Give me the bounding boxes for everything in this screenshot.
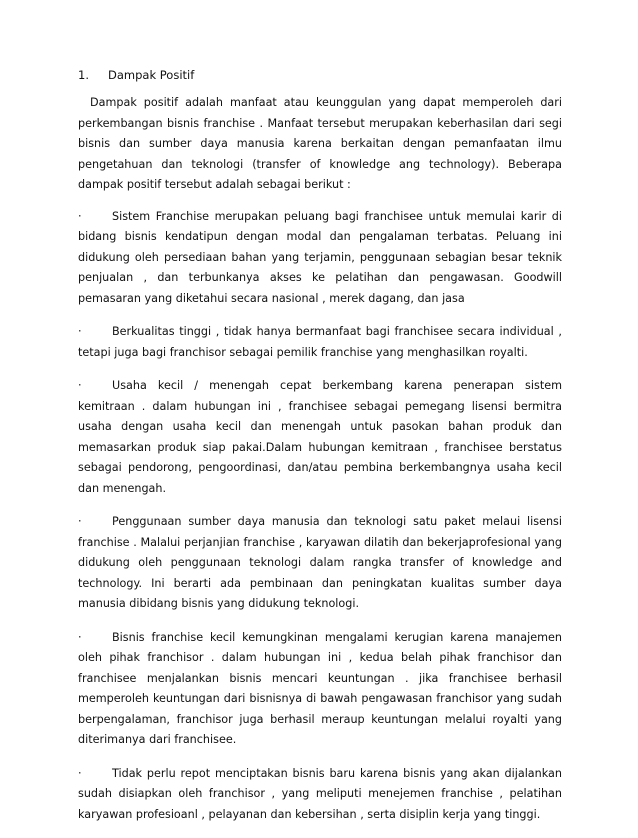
bullet-text: Bisnis franchise kecil kemungkinan mengalami kerugian karena manajemen oleh pihak franchisor . dalam hubungan ini , kedua belah pihak franchisor dan franchisee menjalankan bisnis mencari keuntungan . jika franchisee berhasil memperoleh keuntungan dari bisnisnya di bawah pengawasan franchisor yang sudah berpengalaman, franchisor juga berhasil meraup keuntungan melalui royalti yang diterimanya dari franchisee. [78,630,562,746]
section-title: Dampak Positif [108,68,195,82]
bullet-item [78,322,562,363]
bullet-item [78,376,562,499]
bullet-text: Penggunaan sumber daya manusia dan teknologi satu paket melaui lisensi franchise . Malalui perjanjian franchise , karyawan dilatih dan bekerjaprofesional yang didukung oleh penggunaan teknologi dalam rangka transfer of knowledge and technology. Ini berarti ada pembinaan dan peningkatan kualitas sumber daya manusia dibidang bisnis yang didukung teknologi. [78,515,562,610]
bullet-item [78,764,562,826]
document-page [78,66,562,838]
bullet-dot: · [78,379,82,392]
bullet-item [78,628,562,751]
section-number: 1. [78,68,89,82]
bullet-item [78,512,562,615]
bullet-dot: · [78,325,82,338]
bullet-item [78,207,562,310]
bullet-dot: · [78,209,82,223]
bullet-text: Tidak perlu repot menciptakan bisnis baru karena bisnis yang akan dijalankan sudah disiapkan oleh franchisor , yang meliputi menejemen franchise , pelatihan karyawan profesioanl , pelayanan dan kebersihan , serta disiplin kerja yang tinggi. [78,766,562,821]
bullet-text: Berkualitas tinggi , tidak hanya bermanfaat bagi franchisee secara individual , tetapi juga bagi franchisor sebagai pemilik franchise yang menghasilkan royalti. [78,325,562,359]
bullet-text: Usaha kecil / menengah cepat berkembang karena penerapan sistem kemitraan . dalam hubungan ini , franchisee sebagai pemegang lisensi bermitra usaha dengan usaha kecil dan menengah untuk pasokan bahan produk dan memasarkan produk siap pakai.Dalam hubungan kemitraan , franchisee berstatus sebagai pendorong, pengoordinasi, dan/atau pembina berkembangnya usaha kecil dan menengah. [78,379,562,495]
intro-paragraph: Dampak positif adalah manfaat atau keunggulan yang dapat memperoleh dari perkembangan bisnis franchise . Manfaat tersebut merupakan keberhasilan dari segi bisnis dan sumber daya manusia karena berkaitan dengan pemanfaatan ilmu pengetahuan dan teknologi (transfer of knowledge ang technology). Beberapa dampak positif tersebut adalah sebagai berikut : [78,96,562,191]
bullet-text: Sistem Franchise merupakan peluang bagi franchisee untuk memulai karir di bidang bisnis kendatipun dengan modal dan pengalaman terbatas. Peluang ini didukung oleh persediaan bahan yang terjamin, penggunaan sebagian besar teknik penjualan , dan terbunkanya akses ke pelatihan dan pengawasan. Goodwill pemasaran yang diketahui secara nasional , merek dagang, dan jasa [78,209,562,305]
bullet-dot: · [78,630,82,644]
section-heading [78,66,562,84]
bullet-dot: · [78,515,82,528]
bullet-dot: · [78,766,82,780]
